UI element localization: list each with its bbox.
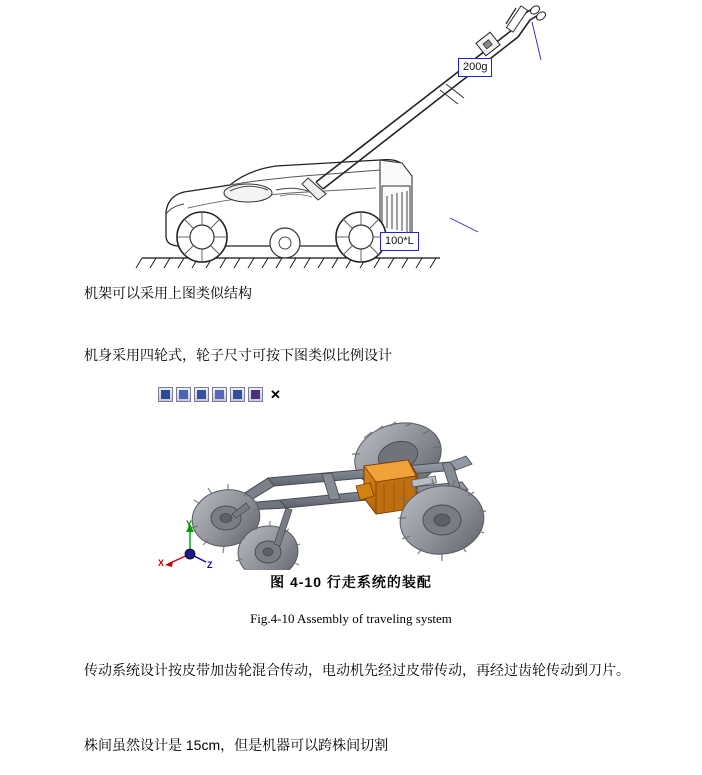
axis-y-label: Y — [186, 519, 193, 529]
save-icon[interactable] — [158, 387, 173, 402]
callout-force-200g: 200g — [458, 58, 492, 77]
copy-glyph — [215, 390, 224, 399]
print-glyph — [197, 390, 206, 399]
paragraph-frame-structure: 机架可以采用上图类似结构 — [84, 285, 252, 301]
grid-icon[interactable] — [230, 387, 245, 402]
axis-z-label: Z — [207, 560, 213, 570]
paragraph-plant-spacing: 株间虽然设计是 15cm，但是机器可以跨株间切割 — [84, 737, 389, 753]
axis-x-label: X — [158, 558, 165, 568]
lawn-mower-sketch — [80, 0, 600, 275]
callout-length-100l: 100*L — [380, 232, 419, 251]
undo-icon[interactable] — [176, 387, 191, 402]
figure-caption-en: Fig.4-10 Assembly of traveling system — [250, 611, 452, 626]
cad-toolbar[interactable] — [158, 386, 281, 402]
grid-glyph — [233, 390, 242, 399]
save-glyph — [161, 390, 170, 399]
traveling-system-assembly-render — [150, 404, 550, 570]
print-icon[interactable] — [194, 387, 209, 402]
figure-caption-cn: 图 4-10 行走系统的装配 — [270, 574, 432, 590]
zoom-icon[interactable] — [248, 387, 263, 402]
undo-glyph — [179, 390, 188, 399]
paragraph-four-wheel-design: 机身采用四轮式，轮子尺寸可按下图类似比例设计 — [84, 347, 392, 363]
zoom-glyph — [251, 390, 260, 399]
paragraph-transmission-design: 传动系统设计按皮带加齿轮混合传动，电动机先经过皮带传动，再经过齿轮传动到刀片。 — [84, 662, 630, 678]
close-icon[interactable]: ✕ — [270, 386, 281, 402]
copy-icon[interactable] — [212, 387, 227, 402]
